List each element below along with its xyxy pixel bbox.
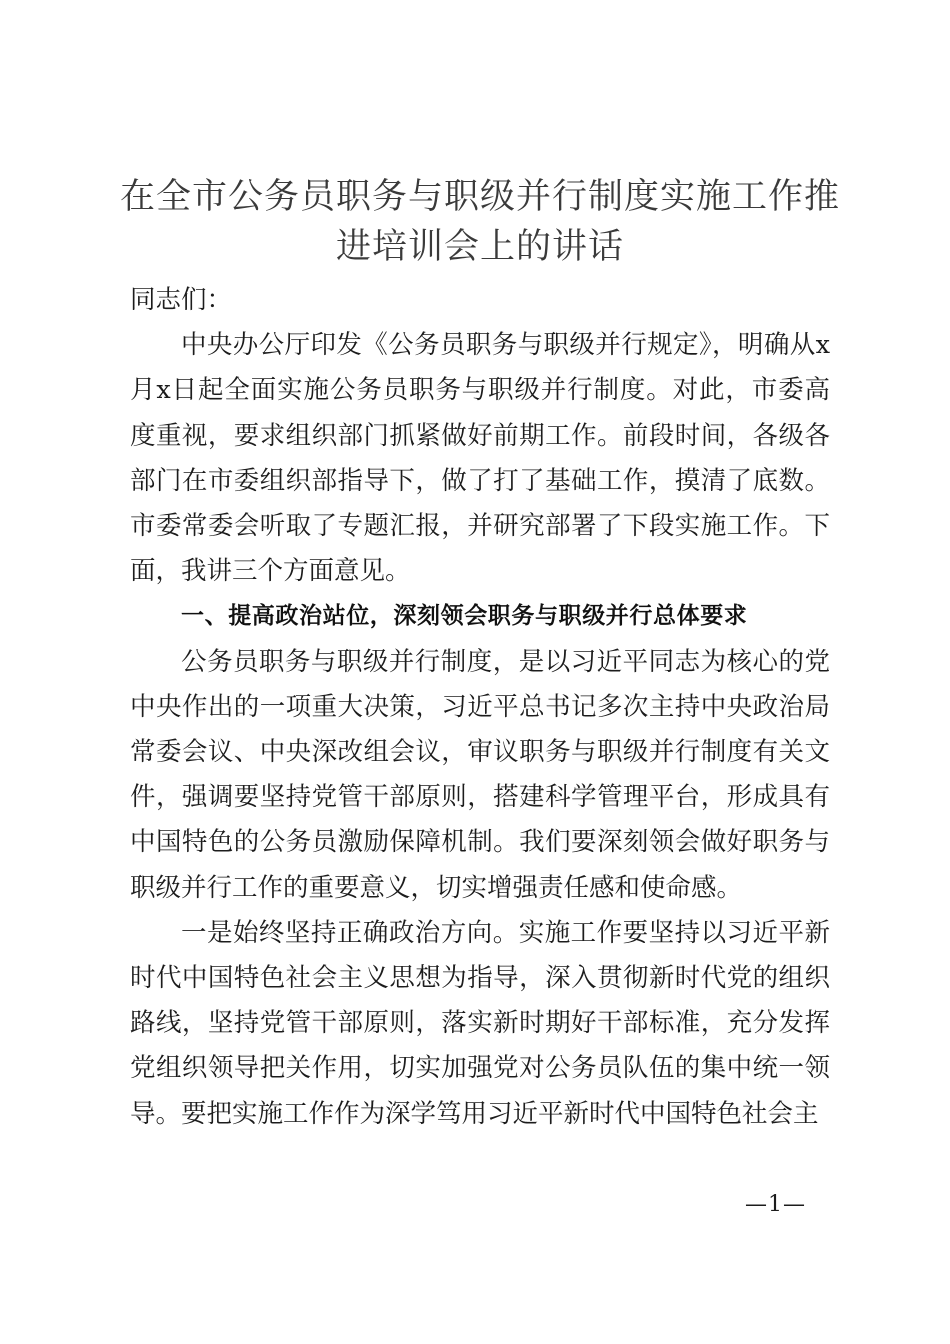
paragraph-intro: 中央办公厅印发《公务员职务与职级并行规定》，明确从x月x日起全面实施公务员职务与职级并行制度。对此，市委高度重视，要求组织部门抓紧做好前期工作。前段时间，各级各部门在市委组织部指导下，做了打了基础工作，摸清了底数。市委常委会听取了专题汇报，并研究部署了下段实施工作。下面，我讲三个方面意见。 <box>130 330 830 587</box>
document-body <box>130 278 830 1137</box>
salutation: 同志们： <box>130 285 233 315</box>
document-title: 在全市公务员职务与职级并行制度实施工作推进培训会上的讲话 <box>120 177 841 267</box>
page-number: —1— <box>745 1192 806 1217</box>
paragraph-section-1: 公务员职务与职级并行制度，是以习近平同志为核心的党中央作出的一项重大决策，习近平总书记多次主持中央政治局常委会议、中央深改组会议，审议职务与职级并行制度有关文件，强调要坚持党管干部原则，搭建科学管理平台，形成具有中国特色的公务员激励保障机制。我们要深刻领会做好职务与职级并行工作的重要意义，切实增强责任感和使命感。 <box>130 646 830 903</box>
section-heading-1: 一、提高政治站位，深刻领会职务与职级并行总体要求 <box>181 603 748 630</box>
paragraph-point-1: 一是始终坚持正确政治方向。实施工作要坚持以习近平新时代中国特色社会主义思想为指导，深入贯彻新时代党的组织路线，坚持党管干部原则，落实新时期好干部标准，充分发挥党组织领导把关作用，切实加强党对公务员队伍的集中统一领导。要把实施工作作为深学笃用习近平新时代中国特色社会主 <box>130 917 830 1129</box>
